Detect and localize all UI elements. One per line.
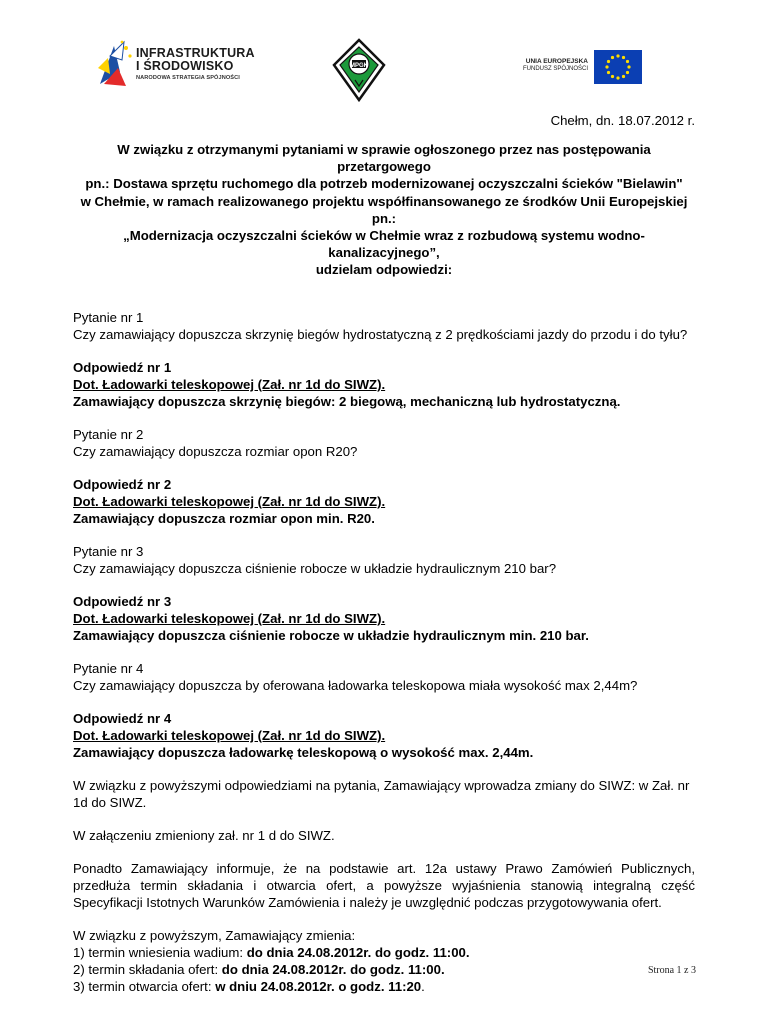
- question-text: Czy zamawiający dopuszcza skrzynię biegów hydrostatyczną z 2 prędkościami jazdy do przodu i do tyłu?: [73, 326, 688, 342]
- letter-body: [73, 112, 695, 1011]
- answer-text: Zamawiający dopuszcza ładowarkę teleskopową o wysokość max. 2,44m.: [73, 744, 534, 760]
- answer-reference: Dot. Ładowarki teleskopowej (Zał. nr 1d do SIWZ).: [73, 376, 386, 392]
- answer-2: [73, 476, 695, 527]
- deadline-suffix: .: [465, 944, 470, 960]
- infrastruktura-logo: [96, 38, 256, 94]
- question-text: Czy zamawiający dopuszcza ciśnienie robocze w układzie hydraulicznym 210 bar?: [73, 560, 557, 576]
- letterhead: [0, 0, 768, 100]
- question-title: Pytanie nr 3: [73, 543, 144, 559]
- subject-line: W związku z otrzymanymi pytaniami w sprawie ogłoszonego przez nas postępowania przetargowego: [117, 142, 651, 175]
- infra-title-line1: INFRASTRUKTURA: [136, 46, 255, 60]
- eu-fund: FUNDUSZ SPÓJNOŚCI: [522, 66, 588, 72]
- answer-reference: Dot. Ładowarki teleskopowej (Zał. nr 1d do SIWZ).: [73, 610, 386, 626]
- company-seal-logo: [331, 38, 387, 102]
- deadline-label: 3) termin otwarcia ofert:: [73, 978, 216, 994]
- subject-line: pn.: Dostawa sprzętu ruchomego dla potrzeb modernizowanej oczyszczalni ścieków "Bielawin": [85, 176, 683, 192]
- eu-title: UNIA EUROPEJSKA: [525, 58, 588, 65]
- answer-reference: Dot. Ładowarki teleskopowej (Zał. nr 1d do SIWZ).: [73, 493, 386, 509]
- infra-title-line2: I ŚRODOWISKO: [136, 59, 234, 73]
- page-number: Strona 1 z 3: [647, 965, 696, 976]
- deadline-changes: [73, 927, 695, 995]
- deadline-item: [73, 978, 695, 995]
- deadline-suffix: .: [440, 961, 445, 977]
- deadline-item: [73, 944, 695, 961]
- eu-logo: [508, 50, 638, 86]
- seal-icon: [331, 38, 387, 102]
- answer-reference: Dot. Ładowarki teleskopowej (Zał. nr 1d do SIWZ).: [73, 727, 386, 743]
- deadline-label: 2) termin składania ofert:: [73, 961, 222, 977]
- question-2: [73, 426, 695, 460]
- infra-subtitle: NARODOWA STRATEGIA SPÓJNOŚCI: [136, 75, 240, 81]
- answer-3: [73, 593, 695, 644]
- question-title: Pytanie nr 1: [73, 309, 144, 325]
- extension-paragraph: Ponadto Zamawiający informuje, że na podstawie art. 12a ustawy Prawo Zamówień Publicznych, przedłuża termin składania i otwarcia ofert, a powyższe wyjaśnienia stanowią integralną część Specyfikacji Istotnych Warunków Zamówienia i należy je uwzględnić podczas przygotowywania ofert.: [73, 860, 695, 910]
- answer-title: Odpowiedź nr 1: [73, 359, 172, 375]
- deadline-value: do dnia 24.08.2012r. do godz. 11:00: [246, 944, 466, 960]
- change-intro: W związku z powyższym, Zamawiający zmienia:: [73, 927, 356, 943]
- answer-title: Odpowiedź nr 2: [73, 476, 172, 492]
- answer-text: Zamawiający dopuszcza skrzynię biegów: 2 biegową, mechaniczną lub hydrostatyczną.: [73, 393, 621, 409]
- attachment-paragraph: W załączeniu zmieniony zał. nr 1 d do SIWZ.: [73, 827, 335, 843]
- deadline-value: w dniu 24.08.2012r. o godz. 11:20: [215, 978, 422, 994]
- eu-flag-icon: [594, 50, 642, 84]
- question-title: Pytanie nr 4: [73, 660, 144, 676]
- deadline-suffix: .: [421, 978, 425, 994]
- answer-4: [73, 710, 695, 761]
- question-4: [73, 660, 695, 694]
- seal-text: MPGK: [350, 63, 368, 69]
- deadline-value: do dnia 24.08.2012r. do godz. 11:00: [221, 961, 441, 977]
- answer-text: Zamawiający dopuszcza rozmiar opon min. R20.: [73, 510, 375, 526]
- question-1: [73, 309, 695, 343]
- changes-paragraph: W związku z powyższymi odpowiedziami na pytania, Zamawiający wprowadza zmiany do SIWZ: w Zał. nr 1d do SIWZ.: [73, 777, 690, 810]
- deadline-item: [73, 961, 695, 978]
- question-text: Czy zamawiający dopuszcza rozmiar opon R20?: [73, 443, 358, 459]
- deadline-label: 1) termin wniesienia wadium:: [73, 944, 247, 960]
- answer-text: Zamawiający dopuszcza ciśnienie robocze w układzie hydraulicznym min. 210 bar.: [73, 627, 589, 643]
- subject-line: „Modernizacja oczyszczalni ścieków w Chełmie wraz z rozbudową systemu wodno-kanalizacyjnego”,: [123, 228, 645, 261]
- infrastruktura-flag-icon: [96, 38, 136, 90]
- question-3: [73, 543, 695, 577]
- answer-1: [73, 359, 695, 410]
- question-text: Czy zamawiający dopuszcza by oferowana ładowarka teleskopowa miała wysokość max 2,44m?: [73, 677, 638, 693]
- subject-block: [73, 141, 695, 279]
- question-title: Pytanie nr 2: [73, 426, 144, 442]
- subject-line: w Chełmie, w ramach realizowanego projektu współfinansowanego ze środków Unii Europejskiej pn.:: [80, 193, 688, 226]
- answer-title: Odpowiedź nr 3: [73, 593, 172, 609]
- document-date: Chełm, dn. 18.07.2012 r.: [550, 113, 695, 128]
- subject-line: udzielam odpowiedzi:: [315, 262, 453, 278]
- answer-title: Odpowiedź nr 4: [73, 710, 172, 726]
